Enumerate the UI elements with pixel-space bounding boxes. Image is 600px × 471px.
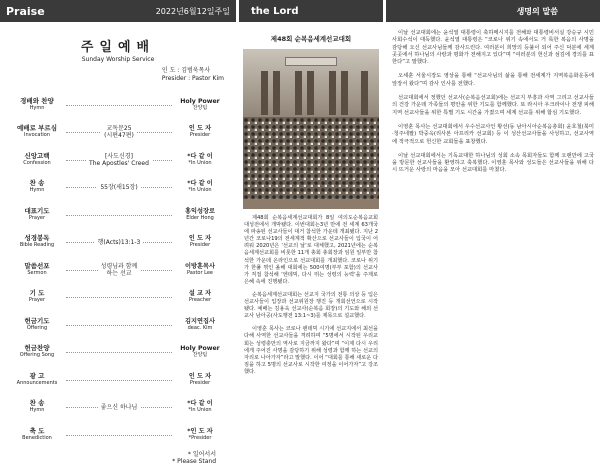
order-item-name: [8, 125, 66, 139]
order-item-name: [8, 318, 66, 332]
order-item-name: [8, 263, 66, 277]
standing-note-en: * Please Stand: [172, 457, 216, 465]
order-item-leader-ko: *인 도 자: [187, 427, 213, 435]
order-item: [8, 91, 228, 119]
order-item-leader: [172, 318, 228, 332]
order-item-ko: 찬 송: [29, 179, 45, 188]
conductor-info: [8, 67, 228, 83]
order-item-leader: [172, 290, 228, 304]
order-item-leader-ko: 설 교 자: [188, 290, 212, 298]
order-item: [8, 311, 228, 339]
order-item-leader-ko: *다 같 이: [187, 152, 213, 160]
praise-header: [0, 0, 236, 22]
order-item: [8, 119, 228, 147]
conductor-ko: 인 도 : 김범욱목사: [161, 67, 211, 74]
order-item-leader-ko: Holy Power: [180, 97, 220, 105]
order-item-leader-en: *In Union: [188, 187, 212, 194]
order-item-name: [8, 208, 66, 222]
order-item-leader: [172, 400, 228, 414]
order-item-name: [8, 428, 66, 442]
order-item-name: [8, 400, 66, 414]
paragraph: 제48회 순복음세계선교대회가 8일 여의도순복음교회 대성전에서 개막됐다. 이번대회는3년 만에 전 세계 63개국에 파송된 선교사들이 대거 참석한 가운데 개최됐다. 지난 2년간 코로나19의 전세계적 확산으로 선교사들이 입국이 어려워 2020년은 ‘선교의 날’로 대체했고, 2021년에는 순복음세계선교회를 비롯한 11개 총회 총회장과 임원 일부만 참석한 가운데 온라인으로 선교대회를 개최했다. 코로나 위기가 한풀 꺾인 올해 대회에는 500여명(부부 포함)의 선교사가 직접 참석해 ‘엔데믹, 다시 뛰는 성령의 능력’을 주제로 은혜 속에 진행됐다.: [244, 215, 378, 285]
paragraph: 순복음세계선교대회는 선교지 국가의 전통 의상 등 입은 선교사들이 입장과 선교위원장 행진 등 개회선언으로 시작됐다. 예배는 김용욱 선교사(순복음 회장)의 기도와 해외 선교사 남아공(사도행전 13:1~3)를 제목으로 설교했다.: [244, 291, 378, 320]
order-item-leader-en: 찬양팀: [192, 104, 208, 111]
order-item: [8, 339, 228, 367]
order-item: [8, 174, 228, 202]
word-of-life-panel: [386, 0, 600, 424]
order-item-leader-en: *In Union: [188, 159, 212, 166]
paragraph: 이날 선교대회에는 윤석열 대통령이 축하메시지를 전해와 대통령비서실 강승규 시민사회수석이 대독했다. 윤석열 대통령은 “코로나 위기 속에서도 거 룩한 복음의 사명을 감당해 오신 선교사님들께 감사드린다. 여러분이 희망의 등불이 되어 주신 덕분에 세계 곳곳에서 하나님의 사랑과 평화가 전해지고 있다”며 “여러분의 헌신과 섬김에 경의를 표한다”고 말했다.: [392, 30, 594, 66]
order-item: [8, 284, 228, 312]
order-item-en: Invocation: [23, 132, 51, 139]
right-header-bar: [386, 0, 600, 22]
order-item-en: Prayer: [28, 297, 46, 304]
order-item: [8, 201, 228, 229]
news-title: 제48회 순복음세계선교대회: [270, 35, 352, 43]
order-item-leader: [172, 180, 228, 194]
order-item-detail-text: [사도신경] The Apostles' Creed: [86, 153, 152, 167]
order-item-en: Sermon: [27, 269, 47, 276]
order-item-detail: [66, 263, 172, 277]
order-item-leader-en: Pastor Lee: [187, 269, 213, 276]
order-item-en: Offering Song: [19, 352, 55, 359]
order-item-leader: [172, 153, 228, 167]
order-item-en: Hymn: [29, 407, 45, 414]
order-item-ko: 기 도: [29, 289, 45, 298]
order-item-leader-ko: 김지연집사: [185, 317, 215, 325]
order-item-leader-en: Presider: [189, 132, 211, 139]
order-item-en: Announcements: [16, 379, 58, 386]
order-item-leader-en: Elder Hong: [186, 214, 214, 221]
service-title: 주일예배: [80, 40, 156, 55]
order-item-ko: 대표기도: [24, 206, 50, 215]
order-item-leader-ko: Holy Power: [180, 345, 220, 353]
order-item-en: Hymn: [29, 187, 45, 194]
order-item-detail: [66, 211, 172, 218]
order-item-ko: 축 도: [29, 426, 45, 435]
order-item-detail: [66, 321, 172, 328]
order-item-detail: [66, 431, 172, 438]
order-item-detail: [66, 101, 172, 108]
worship-order-panel: [0, 0, 236, 465]
standing-note: [8, 451, 228, 465]
order-item: [8, 146, 228, 174]
order-item-leader-ko: 인 도 자: [188, 372, 212, 380]
order-of-service: [8, 91, 228, 449]
order-item: [8, 366, 228, 394]
order-item-name: [8, 373, 66, 387]
order-item-ko: 말씀선포: [24, 261, 50, 270]
order-item-detail: [66, 376, 172, 383]
event-photo: [243, 49, 379, 209]
order-item-en: Prayer: [28, 214, 46, 221]
word-of-life-title: 생명의 말씀: [516, 6, 558, 16]
paragraph: 이영훈 목사는 코로나 팬데믹 시기에 선교지에서 최선을 다해 사역한 선교사들을 격려하며 “5명에서 시작된 우리교회는 성령충만의 역사로 지금까지 왔다”며 “이제 다시 우리에게 주어진 사명을 감당하기 위해 성령과 함께 하는 선교의 자리로 나아가자”라고 말했다. 이어 “대회를 통해 새로운 다짐을 하고 5명의 선교사로 시작한 여정을 이어가자”고 강조했다.: [244, 326, 378, 375]
order-item-ko: 헌금찬양: [24, 344, 50, 353]
order-item-detail: [66, 125, 172, 139]
order-item: [8, 229, 228, 257]
order-item-leader: [172, 263, 228, 277]
order-item-leader-en: Preacher: [188, 297, 212, 304]
service-subtitle: Sunday Worship Service: [81, 56, 155, 63]
order-item-detail: [66, 349, 172, 356]
order-item-detail-text: 좋으신 하나님: [98, 404, 141, 411]
order-item-leader-en: Presider: [189, 242, 211, 249]
order-item-leader-ko: 인 도 자: [188, 235, 212, 243]
order-item-leader-ko: 인 도 자: [188, 125, 212, 133]
standing-note-ko: * 일어서서: [187, 450, 216, 458]
order-item-leader: [172, 125, 228, 139]
order-item-name: [8, 345, 66, 359]
order-item-detail: [66, 404, 172, 411]
order-item-leader-ko: 홍익성장로: [185, 207, 215, 215]
order-item-leader-ko: *다 같 이: [187, 180, 213, 188]
paragraph: 이날 선교대회에서는 기독교대한 하나님의 성회 소속 목회자들도 함께 오랜만에 고국을 방문한 선교사들을 환영하고 축복했다. 이영훈 목사와 성도들은 선교사들을 위해 다시 뜨거운 사랑의 마음을 모아 선교대회를 마쳤다.: [392, 152, 594, 174]
order-item: [8, 256, 228, 284]
order-item-en: Confession: [23, 159, 51, 166]
paragraph: 선교대회에서 정했던 선교사(순복음선교회)에는 선교지 부흥과 사역 그리고 선교사들의 건강 가운데 가족들의 평안을 위한 기도를 함께했다. 또 라시아 우크라이나 전쟁 피해 지역 선교사들을 위한 특별 기도 시간을 가졌으며 세계 선교를 위해 합심 기도했다.: [392, 95, 594, 116]
order-item-name: [8, 98, 66, 112]
order-item-name: [8, 235, 66, 249]
conductor-en: Presider : Pastor Kim: [161, 75, 224, 82]
order-item-en: Hymn: [29, 104, 45, 111]
order-item-leader-en: deac. Kim: [187, 324, 213, 331]
order-item-leader-en: *Presider: [188, 434, 212, 441]
order-item-name: [8, 290, 66, 304]
order-item-detail: [66, 153, 172, 167]
order-item-leader-en: 찬양팀: [192, 352, 208, 359]
order-item-ko: 예배로 부르심: [17, 124, 57, 133]
order-item-detail: [66, 239, 172, 246]
order-item-name: [8, 180, 66, 194]
order-item-ko: 찬 송: [29, 399, 45, 408]
order-item-ko: 광 고: [29, 371, 45, 380]
order-item-detail: [66, 184, 172, 191]
order-item-en: Bible Reading: [19, 242, 55, 249]
paragraph: 이영훈 목사는 선교대회에서 우수선교사인 황선(동 남아시아순복음총회) 윤호철(북미·청주네팔) 박중옥(리사본 아프리카 선교회) 등 이 성산선교사들을 사성하고, 선교사역에 적극적으로 헌신한 교회들을 표창했다.: [392, 123, 594, 145]
church-building-image: [243, 49, 379, 127]
order-item-detail-text: 성령님과 함께 하는 선교: [98, 263, 141, 277]
order-item-ko: 경배와 찬양: [20, 96, 54, 105]
order-item-en: Offering: [26, 324, 48, 331]
order-item-leader-en: Presider: [189, 379, 211, 386]
news-body: [239, 209, 383, 376]
order-item: [8, 421, 228, 449]
order-item-leader: [172, 373, 228, 387]
order-item-leader-en: *In Union: [188, 407, 212, 414]
order-item-ko: 헌금기도: [24, 316, 50, 325]
order-item-leader: [172, 235, 228, 249]
lord-header: [239, 0, 383, 22]
order-item-leader-ko: 이방훈목사: [185, 262, 215, 270]
order-item-ko: 신앙고백: [24, 151, 50, 160]
order-item-detail-text: 55장(새15장): [97, 184, 140, 191]
order-item-leader: [172, 208, 228, 222]
order-item-leader: [172, 345, 228, 359]
crowd-image: [243, 117, 379, 209]
service-date: 2022년6월12일주일: [155, 6, 230, 16]
lord-label: the Lord: [251, 5, 299, 17]
order-item-detail-text: 교독문25 (시편47편): [101, 125, 137, 139]
order-item-ko: 성경봉독: [24, 234, 50, 243]
order-item-en: Benediction: [22, 434, 52, 441]
order-item-detail: [66, 294, 172, 301]
stage-banner: [285, 57, 337, 66]
order-item-leader: [172, 98, 228, 112]
praise-label: Praise: [6, 4, 45, 18]
news-panel: [239, 0, 383, 424]
order-item-name: [8, 153, 66, 167]
order-item: [8, 394, 228, 422]
order-item-detail-text: 행(Acts)13:1-3: [95, 239, 144, 246]
right-body: [386, 22, 600, 175]
order-item-leader-ko: *다 같 이: [187, 400, 213, 408]
paragraph: 오세훈 서울시장도 영상을 통해 “선교사님의 삶을 통해 전세계가 지역복음화운동에 앞장서 왔다”며 감사 인사를 전했다.: [392, 73, 594, 87]
order-item-leader: [172, 428, 228, 442]
